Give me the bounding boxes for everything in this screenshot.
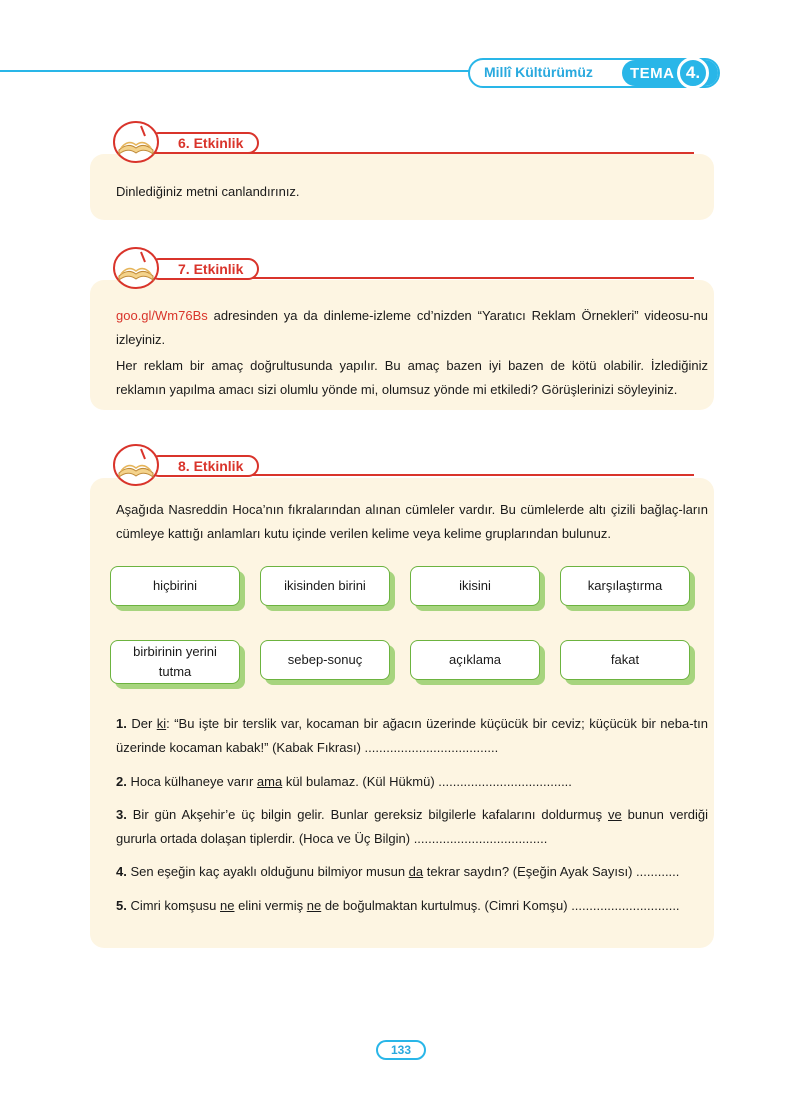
word-box: ikisinden birini	[260, 566, 390, 606]
word-box: hiçbirini	[110, 566, 240, 606]
word-box: açıklama	[410, 640, 540, 680]
activity-7-p1-text: adresinden ya da dinleme-izleme cd’nizden “Yaratıcı Reklam Örnekleri” videosu-nu izleyiniz.	[116, 308, 708, 347]
page-number: 133	[376, 1040, 426, 1060]
underlined-conjunction: ne	[306, 898, 322, 913]
question-1	[116, 712, 708, 760]
theme-title: Millî Kültürümüz	[484, 64, 593, 80]
question-text: de boğulmaktan kurtulmuş. (Cimri Komşu) ..............................	[321, 898, 680, 913]
question-2	[116, 770, 708, 794]
question-number: 3.	[116, 807, 127, 822]
underlined-conjunction: ama	[256, 774, 283, 789]
word-box: karşılaştırma	[560, 566, 690, 606]
open-book-icon	[110, 120, 162, 164]
question-text: tekrar saydın? (Eşeğin Ayak Sayısı) ............	[423, 864, 680, 879]
underlined-conjunction: da	[408, 864, 424, 879]
tema-label: TEMA	[630, 65, 675, 82]
header-rule	[0, 70, 470, 72]
question-text: Cimri komşusu	[126, 898, 221, 913]
activity-6-text: Dinlediğiniz metni canlandırınız.	[116, 184, 300, 199]
question-number: 2.	[116, 774, 127, 789]
question-text: : “Bu işte bir terslik var, kocaman bir ağacın üzerinde küçücük bir ceviz; küçücük bir neba-tın üzerinde kocaman kabak!” (Kabak Fıkrası) .....................................	[116, 716, 708, 755]
activity-7-paragraph-1	[116, 304, 708, 352]
question-text: elini vermiş	[234, 898, 307, 913]
open-book-icon	[110, 246, 162, 290]
activity-8-label: 8. Etkinlik	[148, 455, 259, 477]
question-text: Bir gün Akşehir’e üç bilgin gelir. Bunlar gereksiz bilgilerle kafalarını doldurmuş	[126, 807, 608, 822]
open-book-icon	[110, 443, 162, 487]
question-number: 1.	[116, 716, 127, 731]
question-text: Sen eşeğin kaç ayaklı olduğunu bilmiyor musun	[126, 864, 409, 879]
question-5	[116, 894, 708, 918]
question-text: kül bulamaz. (Kül Hükmü) .....................................	[282, 774, 572, 789]
underlined-conjunction: ne	[220, 898, 235, 913]
activity-7-label: 7. Etkinlik	[148, 258, 259, 280]
word-box: fakat	[560, 640, 690, 680]
activity-8-intro: Aşağıda Nasreddin Hoca’nın fıkralarından alınan cümleler vardır. Bu cümlelerde altı çizili bağlaç-ların cümleye kattığı anlamları kutu içinde verilen kelime veya kelime gruplarından bulunuz.	[116, 502, 708, 541]
question-number: 4.	[116, 864, 127, 879]
question-text: Hoca külhaneye varır	[126, 774, 257, 789]
activity-6-label: 6. Etkinlik	[148, 132, 259, 154]
video-link[interactable]: goo.gl/Wm76Bs	[116, 308, 208, 323]
question-4	[116, 860, 708, 884]
question-number: 5.	[116, 898, 127, 913]
activity-7-paragraph-2: Her reklam bir amaç doğrultusunda yapılır. Bu amaç bazen iyi bazen de kötü olabilir. İzlediğiniz reklamın yapılma amacı sizi olumlu yönde mi, olumsuz yönde mi etkiledi? Görüşlerinizi söyleyiniz.	[116, 358, 708, 397]
word-box: sebep-sonuç	[260, 640, 390, 680]
question-text: bunun verdiği gururla ortada dolaşan tiplerdir. (Hoca ve Üç Bilgin) .....................................	[116, 807, 709, 846]
question-text: Der	[126, 716, 157, 731]
tema-number: 4.	[677, 57, 709, 89]
word-box: birbirinin yerini tutma	[110, 640, 240, 684]
question-3	[116, 803, 708, 851]
word-box: ikisini	[410, 566, 540, 606]
underlined-conjunction: ve	[608, 807, 622, 822]
underlined-conjunction: ki	[156, 716, 167, 731]
